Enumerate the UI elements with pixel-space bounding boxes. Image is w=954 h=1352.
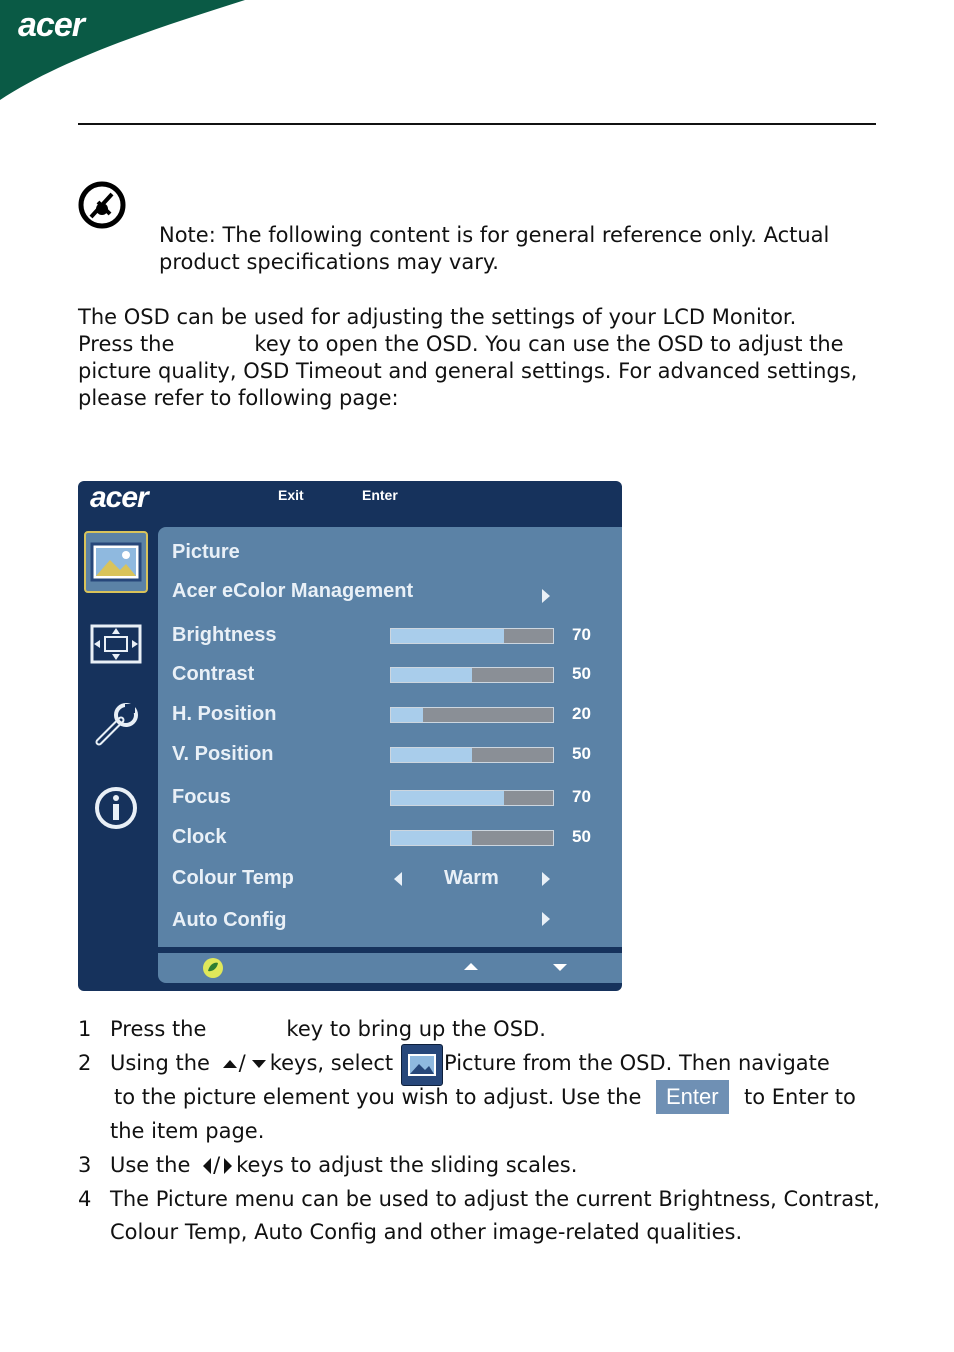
osd-slider-track[interactable]: [390, 830, 554, 846]
picture-button-icon: [401, 1044, 443, 1086]
osd-slider-value: 50: [572, 664, 591, 683]
osd-slider-fill: [391, 748, 472, 762]
header-divider: [78, 123, 876, 125]
osd-menu: [78, 481, 622, 991]
enter-key-icon: Enter: [656, 1080, 729, 1114]
osd-item-label[interactable]: H. Position: [172, 703, 277, 725]
note-icon: [78, 180, 130, 232]
down-arrow-icon: [252, 1060, 266, 1068]
osd-tab-display[interactable]: [84, 613, 148, 675]
osd-slider-track[interactable]: [390, 707, 554, 723]
osd-item-label[interactable]: Focus: [172, 786, 231, 808]
acer-logo: acer: [18, 6, 84, 44]
osd-slider-value: 70: [572, 787, 591, 806]
osd-slider-track[interactable]: [390, 790, 554, 806]
intro-line: picture quality, OSD Timeout and general settings. For advanced settings,: [78, 359, 858, 383]
step-text: Picture from the OSD. Then navigate: [444, 1051, 830, 1075]
wrench-icon: [91, 702, 141, 750]
osd-item-auto-config[interactable]: Auto Config: [172, 909, 287, 931]
osd-slider-value: 50: [572, 744, 591, 763]
up-arrow-icon: [223, 1060, 237, 1068]
osd-item-label[interactable]: V. Position: [172, 743, 274, 765]
picture-icon: [90, 542, 142, 582]
osd-acer-logo: acer: [90, 481, 148, 514]
list-item-continuation: to the picture element you wish to adjust. Use the: [114, 1085, 642, 1109]
intro-line: Press the key to open the OSD. You can use the OSD to adjust the: [78, 332, 844, 356]
osd-tab-information[interactable]: [84, 777, 148, 839]
osd-exit-button[interactable]: Exit: [278, 487, 304, 503]
osd-item-label[interactable]: Contrast: [172, 663, 255, 685]
colour-temp-left-arrow-icon[interactable]: [394, 872, 402, 886]
colour-temp-right-arrow-icon[interactable]: [542, 872, 550, 886]
info-icon: [93, 785, 139, 831]
osd-tab-settings[interactable]: [84, 695, 148, 757]
auto-config-arrow-icon: [542, 912, 550, 926]
right-arrow-icon: [224, 1158, 232, 1174]
osd-slider-track[interactable]: [390, 667, 554, 683]
osd-panel-title: Picture: [172, 541, 240, 563]
display-position-icon: [89, 623, 143, 665]
list-item-continuation: Colour Temp, Auto Config and other image-related qualities.: [110, 1220, 743, 1244]
intro-line: please refer to following page:: [78, 386, 399, 410]
osd-slider-fill: [391, 791, 504, 805]
list-item-continuation: the item page.: [110, 1119, 265, 1143]
osd-item-colour-temp[interactable]: Colour Temp: [172, 867, 294, 889]
osd-item-label[interactable]: Clock: [172, 826, 227, 848]
osd-slider-value: 20: [572, 704, 591, 723]
osd-item-ecolor[interactable]: Acer eColor Management: [172, 580, 414, 602]
left-arrow-icon: [203, 1158, 211, 1174]
osd-slider-fill: [391, 708, 423, 722]
step-text: to Enter to: [744, 1085, 856, 1109]
osd-item-label[interactable]: Brightness: [172, 624, 277, 646]
ecolor-arrow-icon: [542, 589, 550, 603]
colour-temp-value: Warm: [444, 867, 499, 889]
eco-icon[interactable]: [202, 957, 224, 979]
osd-slider-fill: [391, 629, 504, 643]
osd-slider-value: 70: [572, 625, 591, 644]
osd-tab-picture[interactable]: [84, 531, 148, 593]
osd-slider-fill: [391, 668, 472, 682]
osd-down-arrow-icon[interactable]: [553, 964, 567, 971]
osd-slider-fill: [391, 831, 472, 845]
osd-enter-button[interactable]: Enter: [362, 487, 398, 503]
osd-slider-value: 50: [572, 827, 591, 846]
osd-slider-track[interactable]: [390, 628, 554, 644]
osd-up-arrow-icon[interactable]: [464, 963, 478, 970]
intro-line: The OSD can be used for adjusting the settings of your LCD Monitor.: [78, 305, 797, 329]
osd-slider-track[interactable]: [390, 747, 554, 763]
note-text: Note: The following content is for general reference only. Actual product specifications may vary.: [159, 223, 830, 274]
intro-paragraph: [78, 304, 878, 412]
